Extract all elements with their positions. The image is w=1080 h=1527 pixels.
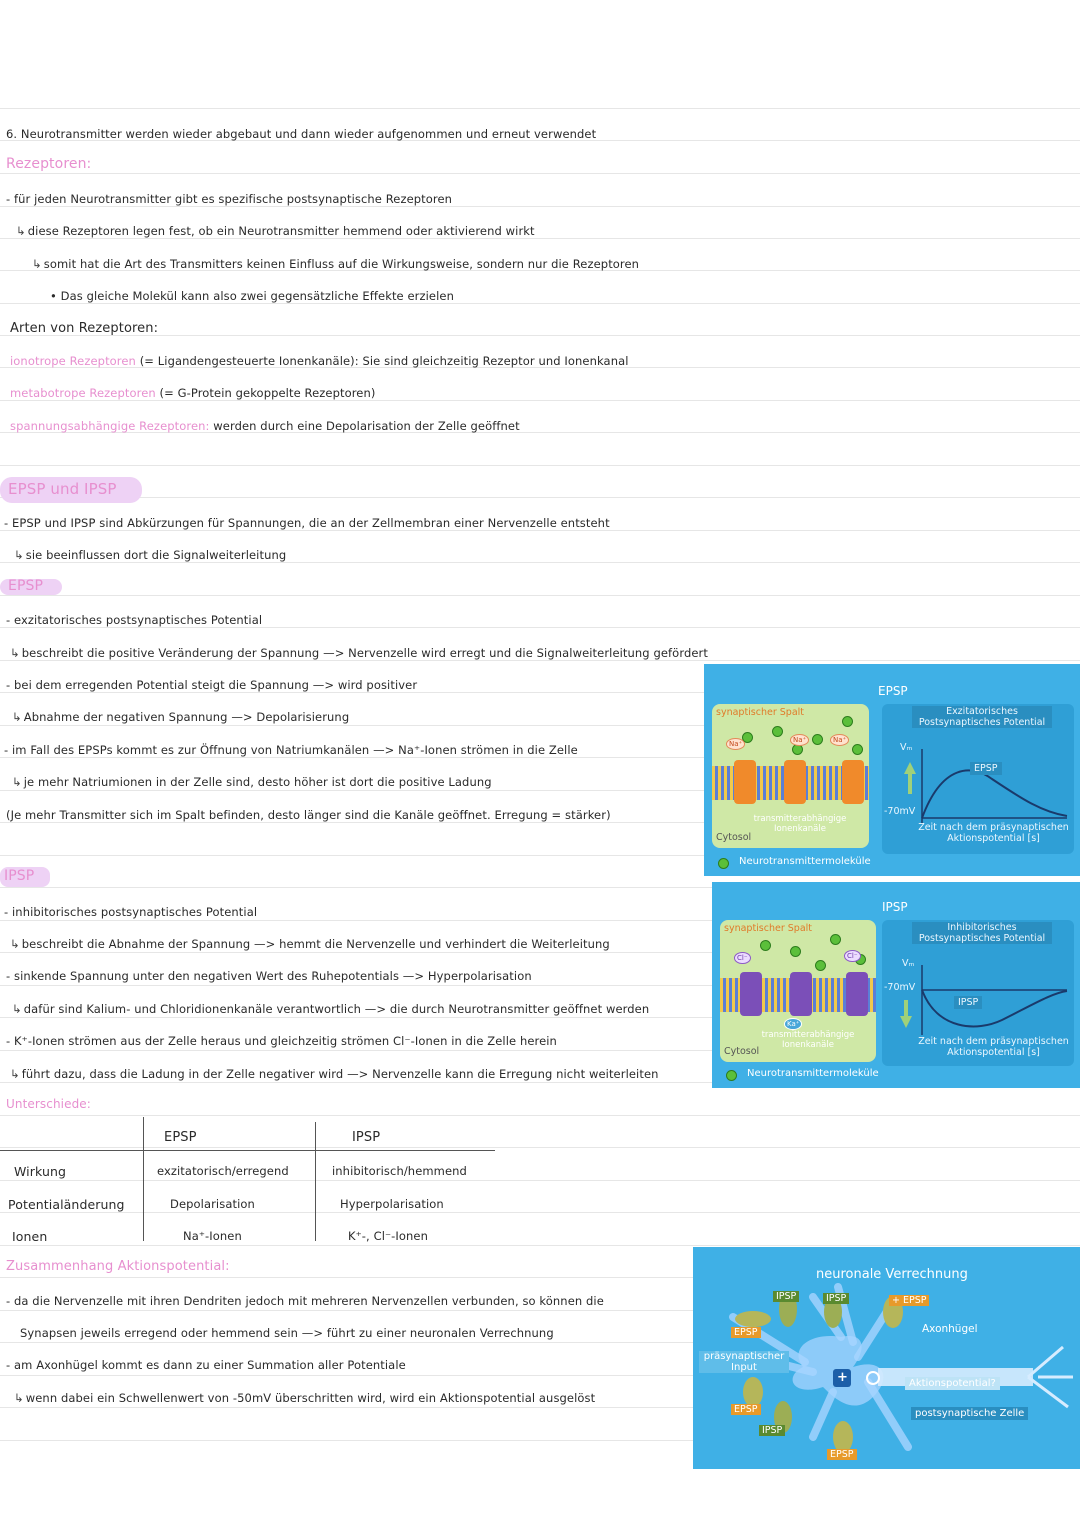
table-cell: Potentialänderung bbox=[8, 1197, 125, 1212]
note-line: - EPSP und IPSP sind Abkürzungen für Spannungen, die an der Zellmembran einer Nervenzelle entsteht bbox=[4, 516, 610, 530]
table-cell: inhibitorisch/hemmend bbox=[332, 1164, 467, 1178]
table-cell: K⁺-, Cl⁻-Ionen bbox=[348, 1229, 428, 1243]
term-spannungsabhaengig: spannungsabhängige Rezeptoren: bbox=[10, 419, 210, 433]
ipsp-tag: IPSP bbox=[759, 1425, 785, 1436]
table-vline-2 bbox=[315, 1122, 316, 1241]
epsp-tag: EPSP bbox=[827, 1449, 857, 1460]
note-text: beschreibt die positive Veränderung der Spannung —> Nervenzelle wird erregt und die Signalweiterleitung gefördert bbox=[21, 646, 708, 660]
x-axis-label: Zeit nach dem präsynaptischen Aktionspotential [s] bbox=[918, 1036, 1069, 1058]
table-cell: Hyperpolarisation bbox=[340, 1197, 444, 1211]
neuron-diagram-title: neuronale Verrechnung bbox=[816, 1267, 968, 1282]
table-hline bbox=[0, 1150, 495, 1151]
note-text: (= Ligandengesteuerte Ionenkanäle): Sie sind gleichzeitig Rezeptor und Ionenkanal bbox=[139, 354, 629, 368]
table-vline-1 bbox=[143, 1117, 144, 1241]
note-line: - im Fall des EPSPs kommt es zur Öffnung von Natriumkanälen —> Na⁺-Ionen strömen in die Zelle bbox=[4, 743, 578, 757]
k-channel bbox=[790, 972, 812, 1016]
section-title-rezeptoren: Rezeptoren: bbox=[6, 156, 92, 172]
note-line: - K⁺-Ionen strömen aus der Zelle heraus und gleichzeitig strömen Cl⁻-Ionen in die Zelle herein bbox=[6, 1034, 557, 1048]
transmitter-dot bbox=[812, 734, 823, 745]
mv-label: -70mV bbox=[884, 982, 916, 993]
ipsp-tag: IPSP bbox=[773, 1291, 799, 1302]
arrow-icon: ↳ bbox=[12, 710, 22, 724]
note-line bbox=[12, 775, 492, 789]
post-label: postsynaptische Zelle bbox=[911, 1407, 1028, 1420]
arrow-icon: ↳ bbox=[10, 1067, 20, 1081]
epsp-tag: + EPSP bbox=[889, 1295, 929, 1306]
na-channel bbox=[734, 760, 756, 804]
note-text: führt dazu, dass die Ladung in der Zelle negativer wird —> Nervenzelle kann die Erregung nicht weiterleiten bbox=[21, 1067, 659, 1081]
input-label: präsynaptischer Input bbox=[699, 1351, 789, 1373]
curve-label: IPSP bbox=[954, 996, 982, 1009]
graph-title: Inhibitorisches Postsynaptisches Potential bbox=[912, 922, 1052, 944]
cytosol-label: Cytosol bbox=[716, 832, 752, 843]
table-cell: Depolarisation bbox=[170, 1197, 255, 1211]
note-text: Abnahme der negativen Spannung —> Depolarisierung bbox=[23, 710, 350, 724]
note-text: dafür sind Kalium- und Chloridionenkanäle verantwortlich —> die durch Neurotransmitter geöffnet werden bbox=[23, 1002, 650, 1016]
section-title-unterschiede: Unterschiede: bbox=[6, 1097, 91, 1111]
epsp-tag: EPSP bbox=[731, 1404, 761, 1415]
note-line bbox=[14, 548, 286, 562]
ap-label: Aktionspotential? bbox=[905, 1377, 1000, 1390]
note-line bbox=[10, 937, 610, 951]
note-line bbox=[10, 354, 629, 368]
table-cell: Na⁺-Ionen bbox=[183, 1229, 242, 1243]
section-title-zusammenhang: Zusammenhang Aktionspotential: bbox=[6, 1259, 230, 1274]
ipsp-tag: IPSP bbox=[823, 1293, 849, 1304]
x-axis-label: Zeit nach dem präsynaptischen Aktionspotential [s] bbox=[918, 822, 1069, 844]
ipsp-graph bbox=[882, 920, 1074, 1066]
note-line: • Das gleiche Molekül kann also zwei gegensätzliche Effekte erzielen bbox=[50, 289, 454, 303]
legend-label: Neurotransmittermoleküle bbox=[739, 856, 871, 867]
na-ion: Na⁺ bbox=[726, 738, 745, 750]
arrow-icon: ↳ bbox=[12, 1002, 22, 1016]
term-metabotrop: metabotrope Rezeptoren bbox=[10, 386, 156, 400]
note-line bbox=[10, 419, 520, 433]
note-line: Synapsen jeweils erregend oder hemmend sein —> führt zu einer neuronalen Verrechnung bbox=[20, 1326, 554, 1340]
neuron-plus: + bbox=[837, 1370, 848, 1385]
transmitter-dot bbox=[790, 946, 801, 957]
note-line: - für jeden Neurotransmitter gibt es spezifische postsynaptische Rezeptoren bbox=[6, 192, 453, 206]
epsp-graph bbox=[882, 704, 1074, 854]
ipsp-diagram bbox=[712, 882, 1080, 1088]
transmitter-dot bbox=[842, 716, 853, 727]
transmitter-dot bbox=[815, 960, 826, 971]
table-cell: exzitatorisch/erregend bbox=[157, 1164, 289, 1178]
graph-title: Exzitatorisches Postsynaptisches Potential bbox=[912, 706, 1052, 728]
note-line bbox=[16, 224, 535, 238]
note-line bbox=[14, 1391, 595, 1405]
na-channel bbox=[842, 760, 864, 804]
legend-dot bbox=[718, 858, 729, 869]
cytosol-label: Cytosol bbox=[724, 1046, 760, 1057]
legend-dot bbox=[726, 1070, 737, 1081]
arrow-icon: ↳ bbox=[14, 1391, 24, 1405]
epsp-tag: EPSP bbox=[731, 1327, 761, 1338]
note-line: - exzitatorisches postsynaptisches Potential bbox=[6, 613, 263, 627]
note-text: diese Rezeptoren legen fest, ob ein Neurotransmitter hemmend oder aktivierend wirkt bbox=[27, 224, 535, 238]
note-line bbox=[12, 1002, 649, 1016]
channels-label: transmitterabhängige Ionenkanäle bbox=[753, 814, 847, 834]
mv-label: -70mV bbox=[884, 806, 916, 817]
note-line bbox=[12, 710, 349, 724]
curve-label: EPSP bbox=[970, 762, 1002, 775]
section-title-epsp-ipsp: EPSP und IPSP bbox=[8, 480, 117, 498]
cl-channel bbox=[740, 972, 762, 1016]
synapse-cell bbox=[720, 920, 876, 1062]
note-line bbox=[10, 386, 375, 400]
note-line bbox=[10, 1067, 659, 1081]
note-line: - da die Nervenzelle mit ihren Dendriten jedoch mit mehreren Nervenzellen verbunden, so können die bbox=[6, 1294, 604, 1308]
note-line: - bei dem erregenden Potential steigt die Spannung —> wird positiver bbox=[6, 678, 418, 692]
table-cell: Wirkung bbox=[14, 1164, 67, 1179]
transmitter-dot bbox=[760, 940, 771, 951]
note-line: - am Axonhügel kommt es dann zu einer Summation aller Potentiale bbox=[6, 1358, 406, 1372]
note-line: - sinkende Spannung unter den negativen Wert des Ruhepotentials —> Hyperpolarisation bbox=[6, 969, 532, 983]
note-line: - inhibitorisches postsynaptisches Potential bbox=[4, 905, 258, 919]
synapse-cell bbox=[712, 704, 869, 848]
note-text: wenn dabei ein Schwellenwert von -50mV überschritten wird, wird ein Aktionspotential ausgelöst bbox=[25, 1391, 596, 1405]
cl-ion: Cl⁻ bbox=[734, 952, 751, 964]
note-line: 6. Neurotransmitter werden wieder abgebaut und dann wieder aufgenommen und erneut verwendet bbox=[6, 127, 597, 141]
epsp-diagram bbox=[704, 664, 1080, 876]
ipsp-diagram-title: IPSP bbox=[882, 900, 908, 914]
transmitter-dot bbox=[830, 934, 841, 945]
cl-ion: Cl⁻ bbox=[844, 950, 861, 962]
na-ion: Na⁺ bbox=[790, 734, 809, 746]
arrow-icon: ↳ bbox=[10, 646, 20, 660]
cl-channel bbox=[846, 972, 868, 1016]
term-ionotrop: ionotrope Rezeptoren bbox=[10, 354, 136, 368]
note-text: je mehr Natriumionen in der Zelle sind, desto höher ist dort die positive Ladung bbox=[23, 775, 492, 789]
section-title-ipsp: IPSP bbox=[4, 868, 35, 884]
note-text: (= G-Protein gekoppelte Rezeptoren) bbox=[159, 386, 376, 400]
note-heading: Arten von Rezeptoren: bbox=[10, 321, 159, 336]
vm-label: Vₘ bbox=[900, 742, 913, 753]
vm-label: Vₘ bbox=[902, 958, 915, 969]
note-line bbox=[10, 646, 708, 660]
arrow-icon: ↳ bbox=[12, 775, 22, 789]
table-header-ipsp: IPSP bbox=[352, 1130, 381, 1145]
transmitter-dot bbox=[772, 726, 783, 737]
arrow-icon: ↳ bbox=[16, 224, 26, 238]
table-header-epsp: EPSP bbox=[164, 1130, 197, 1145]
transmitter-dot bbox=[852, 744, 863, 755]
note-text: somit hat die Art des Transmitters keinen Einfluss auf die Wirkungsweise, sondern nur die Rezeptoren bbox=[43, 257, 640, 271]
channels-label: transmitterabhängige Ionenkanäle bbox=[761, 1030, 855, 1050]
note-text: werden durch eine Depolarisation der Zelle geöffnet bbox=[213, 419, 520, 433]
section-title-epsp: EPSP bbox=[8, 578, 44, 594]
cleft-label: synaptischer Spalt bbox=[724, 923, 813, 934]
note-text: sie beeinflussen dort die Signalweiterleitung bbox=[25, 548, 287, 562]
na-ion: Na⁺ bbox=[830, 734, 849, 746]
axonhuegel-label: Axonhügel bbox=[922, 1323, 978, 1335]
arrow-icon: ↳ bbox=[10, 937, 20, 951]
note-line: (Je mehr Transmitter sich im Spalt befinden, desto länger sind die Kanäle geöffnet. Erregung = stärker) bbox=[6, 808, 611, 822]
arrow-icon: ↳ bbox=[14, 548, 24, 562]
cleft-label: synaptischer Spalt bbox=[716, 707, 805, 718]
epsp-diagram-title: EPSP bbox=[878, 684, 908, 698]
na-channel bbox=[784, 760, 806, 804]
note-text: beschreibt die Abnahme der Spannung —> hemmt die Nervenzelle und verhindert die Weiterleitung bbox=[21, 937, 610, 951]
k-ion: Ka⁺ bbox=[784, 1018, 802, 1030]
neuron-diagram bbox=[693, 1247, 1080, 1469]
arrow-icon: ↳ bbox=[32, 257, 42, 271]
legend-label: Neurotransmittermoleküle bbox=[747, 1068, 879, 1079]
note-line bbox=[32, 257, 639, 271]
table-cell: Ionen bbox=[12, 1229, 48, 1244]
